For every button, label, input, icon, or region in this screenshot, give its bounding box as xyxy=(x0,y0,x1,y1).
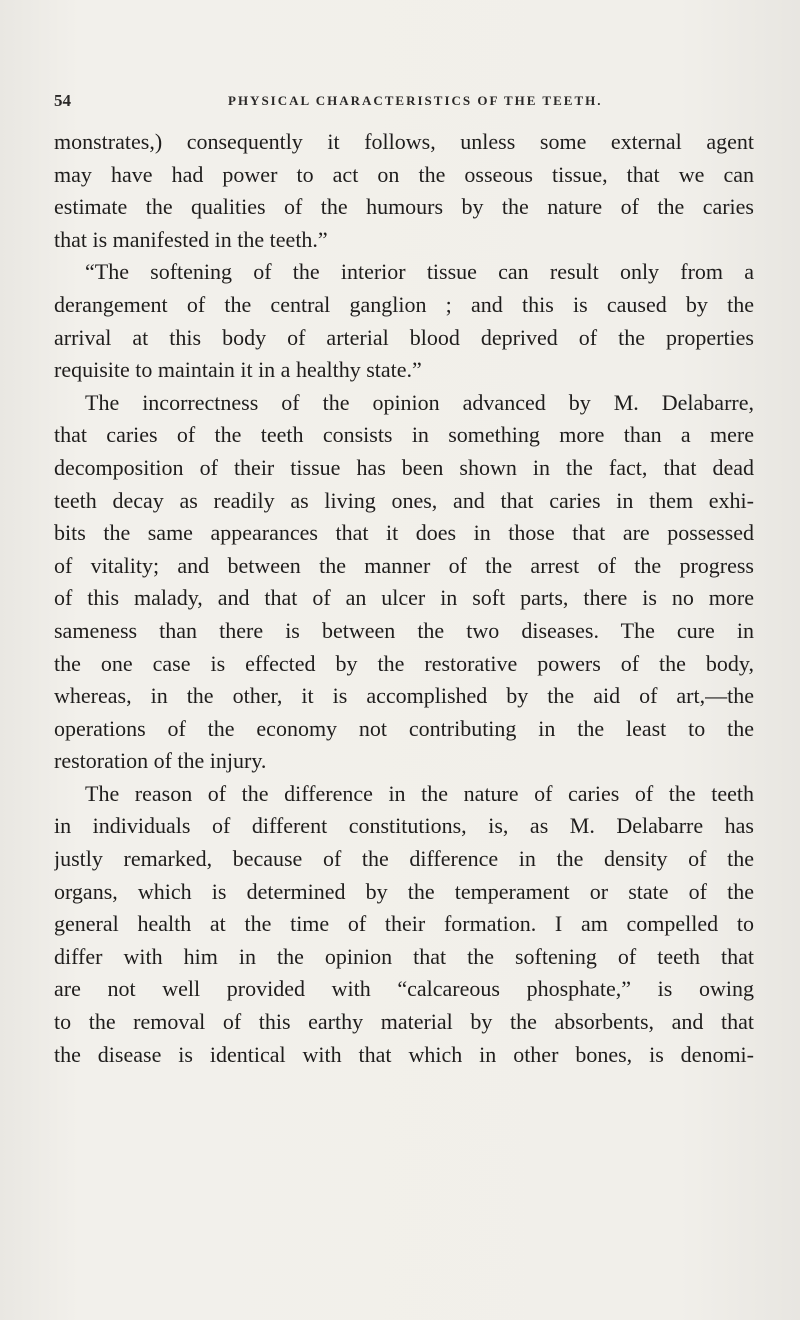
text-line: in individuals of different constitutions, is, as M. Delabarre has xyxy=(54,813,754,839)
text-line: to the removal of this earthy material by the absorbents, and that xyxy=(54,1009,754,1035)
text-line: The reason of the difference in the nature of caries of the teeth xyxy=(85,780,754,806)
text-line: estimate the qualities of the humours by the nature of the caries xyxy=(54,194,754,220)
text-line: are not well provided with “calcareous phosphate,” is owing xyxy=(54,976,754,1002)
text-line: sameness than there is between the two diseases. The cure in xyxy=(54,617,754,643)
text-line: “The softening of the interior tissue can result only from a xyxy=(85,259,754,285)
text-line: of this malady, and that of an ulcer in soft parts, there is no more xyxy=(54,585,754,611)
text-line: differ with him in the opinion that the softening of teeth that xyxy=(54,943,754,969)
text-line: monstrates,) consequently it follows, unless some external agent xyxy=(54,129,754,154)
text-line: that is manifested in the teeth.” xyxy=(54,226,328,252)
text-line: may have had power to act on the osseous tissue, that we can xyxy=(54,161,754,187)
text-line: of vitality; and between the manner of the arrest of the progress xyxy=(54,552,754,578)
text-line: that caries of the teeth consists in something more than a mere xyxy=(54,422,754,448)
text-line: requisite to maintain it in a healthy state.” xyxy=(54,357,422,383)
text-line: decomposition of their tissue has been shown in the fact, that dead xyxy=(54,454,754,480)
text-line: operations of the economy not contributing in the least to the xyxy=(54,715,754,741)
text-line: whereas, in the other, it is accomplished by the aid of art,—the xyxy=(54,683,754,709)
text-line: justly remarked, because of the difference in the density of the xyxy=(54,846,754,872)
text-line: bits the same appearances that it does in those that are possessed xyxy=(54,520,754,546)
text-line: arrival at this body of arterial blood deprived of the properties xyxy=(54,324,754,350)
text-line: teeth decay as readily as living ones, and that caries in them exhi- xyxy=(54,487,754,513)
text-line: organs, which is determined by the temperament or state of the xyxy=(54,878,754,904)
text-line: general health at the time of their formation. I am compelled to xyxy=(54,911,754,937)
page-number: 54 xyxy=(54,91,71,110)
text-line: the disease is identical with that which in other bones, is denomi- xyxy=(54,1041,754,1067)
text-line: the one case is effected by the restorative powers of the body, xyxy=(54,650,754,676)
text-line: The incorrectness of the opinion advanced by M. Delabarre, xyxy=(85,389,754,415)
text-line: restoration of the injury. xyxy=(54,748,267,774)
running-head xyxy=(46,91,756,113)
running-title: PHYSICAL CHARACTERISTICS OF THE TEETH. xyxy=(228,93,603,108)
body-text xyxy=(54,126,754,1071)
text-line: derangement of the central ganglion ; and this is caused by the xyxy=(54,291,754,317)
